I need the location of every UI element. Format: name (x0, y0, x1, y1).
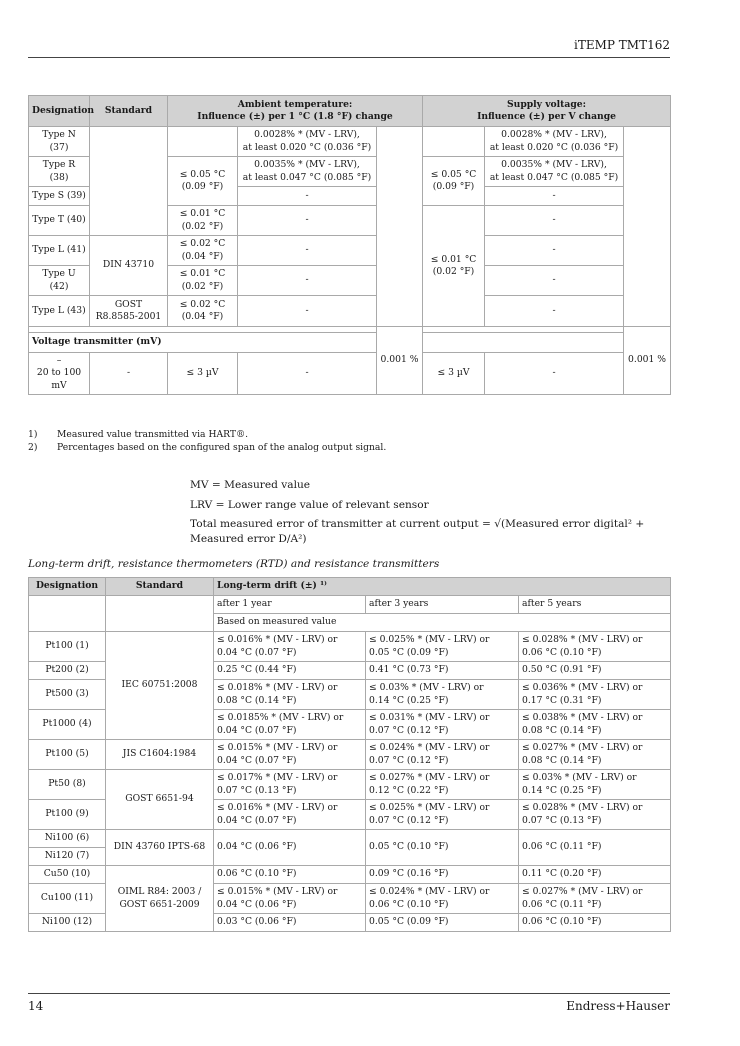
drift-5y-cell: 0.06 °C (0.11 °F) (519, 830, 671, 866)
footer-rule (28, 993, 670, 994)
col-long-term-drift: Long-term drift (±) ¹⁾ (214, 578, 671, 596)
drift-3y-cell: 0.05 °C (0.10 °F) (366, 830, 519, 866)
standard-cell (90, 127, 168, 236)
drift-5y-cell: ≤ 0.028% * (MV - LRV) or 0.06 °C (0.10 °F) (519, 632, 671, 662)
drift-1y-cell: 0.06 °C (0.10 °F) (214, 866, 366, 884)
designation-cell: Ni100 (6) (29, 830, 106, 848)
supply-formula-cell: - (485, 187, 624, 206)
supply-formula-cell: - (485, 296, 624, 327)
ambient-formula-cell: - (238, 206, 377, 236)
blank-cell (29, 596, 106, 632)
drift-1y-cell: 0.03 °C (0.06 °F) (214, 914, 366, 932)
standard-cell: OIML R84: 2003 / GOST 6651-2009 (106, 866, 214, 932)
ambient-value-cell (168, 127, 238, 157)
drift-1y-cell: ≤ 0.015% * (MV - LRV) or 0.04 °C (0.06 °F) (214, 884, 366, 914)
section-voltage-transmitter: Voltage transmitter (mV) (29, 333, 377, 353)
ambient-value-cell: ≤ 0.02 °C (0.04 °F) (168, 236, 238, 266)
drift-3y-cell: ≤ 0.025% * (MV - LRV) or 0.07 °C (0.12 °F) (366, 800, 519, 830)
col-designation: Designation (29, 96, 90, 127)
designation-cell: Pt500 (3) (29, 680, 106, 710)
ambient-value-cell: ≤ 0.02 °C (0.04 °F) (168, 296, 238, 327)
supply-formula-cell: 0.0028% * (MV - LRV), at least 0.020 °C (0.036 °F) (485, 127, 624, 157)
lrv-definition: LRV = Lower range value of relevant sensor (190, 499, 429, 511)
based-on-measured-value: Based on measured value (214, 614, 671, 632)
col-after-1-year: after 1 year (214, 596, 366, 614)
drift-1y-cell: ≤ 0.0185% * (MV - LRV) or 0.04 °C (0.07 °F) (214, 710, 366, 740)
designation-cell: Pt100 (5) (29, 740, 106, 770)
standard-cell: IEC 60751:2008 (106, 632, 214, 740)
blank-cell (106, 596, 214, 632)
ambient-formula-cell: - (238, 353, 377, 395)
brand-name: Endress+Hauser (566, 999, 670, 1013)
header-title: iTEMP TMT162 (574, 38, 670, 52)
supply-value-cell: ≤ 0.05 °C (0.09 °F) (423, 157, 485, 206)
drift-1y-cell: ≤ 0.015% * (MV - LRV) or 0.04 °C (0.07 °F) (214, 740, 366, 770)
drift-3y-cell: 0.09 °C (0.16 °F) (366, 866, 519, 884)
drift-1y-cell: ≤ 0.018% * (MV - LRV) or 0.08 °C (0.14 °F) (214, 680, 366, 710)
drift-3y-cell: ≤ 0.024% * (MV - LRV) or 0.07 °C (0.12 °F) (366, 740, 519, 770)
drift-3y-cell: ≤ 0.024% * (MV - LRV) or 0.06 °C (0.10 °F) (366, 884, 519, 914)
designation-cell: Ni120 (7) (29, 848, 106, 866)
supply-formula-cell: - (485, 266, 624, 296)
col-designation: Designation (29, 578, 106, 596)
drift-1y-cell: ≤ 0.016% * (MV - LRV) or 0.04 °C (0.07 °F) (214, 800, 366, 830)
drift-5y-cell: ≤ 0.036% * (MV - LRV) or 0.17 °C (0.31 °F) (519, 680, 671, 710)
supply-formula-cell: - (485, 206, 624, 236)
supply-pct-cell (624, 127, 671, 327)
drift-3y-cell: 0.05 °C (0.09 °F) (366, 914, 519, 932)
drift-1y-cell: ≤ 0.016% * (MV - LRV) or 0.04 °C (0.07 °F) (214, 632, 366, 662)
supply-value-cell (423, 127, 485, 157)
supply-value-cell: ≤ 3 µV (423, 353, 485, 395)
designation-cell: Type T (40) (29, 206, 90, 236)
drift-3y-cell: ≤ 0.025% * (MV - LRV) or 0.05 °C (0.09 °F) (366, 632, 519, 662)
voltage-supply-pct: 0.001 % (624, 327, 671, 395)
col-after-5-years: after 5 years (519, 596, 671, 614)
designation-cell: Pt100 (1) (29, 632, 106, 662)
col-ambient: Ambient temperature: Influence (±) per 1 °C (1.8 °F) change (168, 96, 423, 127)
designation-cell: Type L (43) (29, 296, 90, 327)
designation-cell: Type N (37) (29, 127, 90, 157)
designation-cell: Type U (42) (29, 266, 90, 296)
ambient-value-cell: ≤ 0.01 °C (0.02 °F) (168, 206, 238, 236)
standard-cell: JIS C1604:1984 (106, 740, 214, 770)
drift-5y-cell: ≤ 0.028% * (MV - LRV) or 0.07 °C (0.13 °F) (519, 800, 671, 830)
ambient-value-cell: ≤ 0.05 °C (0.09 °F) (168, 157, 238, 206)
designation-cell: Pt50 (8) (29, 770, 106, 800)
ambient-formula-cell: - (238, 266, 377, 296)
drift-5y-cell: 0.50 °C (0.91 °F) (519, 662, 671, 680)
drift-5y-cell: ≤ 0.038% * (MV - LRV) or 0.08 °C (0.14 °F) (519, 710, 671, 740)
col-standard: Standard (106, 578, 214, 596)
col-supply: Supply voltage: Influence (±) per V change (423, 96, 671, 127)
drift-5y-cell: ≤ 0.027% * (MV - LRV) or 0.08 °C (0.14 °F) (519, 740, 671, 770)
designation-cell: Type S (39) (29, 187, 90, 206)
table-caption: Long-term drift, resistance thermometers (RTD) and resistance transmitters (28, 558, 440, 570)
supply-value-cell: ≤ 0.01 °C (0.02 °F) (423, 206, 485, 327)
standard-cell: DIN 43710 (90, 236, 168, 296)
col-after-3-years: after 3 years (366, 596, 519, 614)
influence-table (28, 95, 671, 395)
total-error-formula: Total measured error of transmitter at current output = √(Measured error digital² + Measured error D/A²) (190, 518, 645, 545)
drift-3y-cell: ≤ 0.027% * (MV - LRV) or 0.12 °C (0.22 °F) (366, 770, 519, 800)
col-standard: Standard (90, 96, 168, 127)
ambient-formula-cell: - (238, 236, 377, 266)
mv-definition: MV = Measured value (190, 479, 311, 491)
page-number: 14 (28, 999, 44, 1013)
designation-cell: Pt200 (2) (29, 662, 106, 680)
drift-5y-cell: ≤ 0.03% * (MV - LRV) or 0.14 °C (0.25 °F) (519, 770, 671, 800)
supply-formula-cell: - (485, 353, 624, 395)
ambient-value-cell: ≤ 0.01 °C (0.02 °F) (168, 266, 238, 296)
designation-cell: Pt100 (9) (29, 800, 106, 830)
designation-cell: Cu50 (10) (29, 866, 106, 884)
ambient-formula-cell: - (238, 187, 377, 206)
designation-cell: Pt1000 (4) (29, 710, 106, 740)
drift-1y-cell: 0.04 °C (0.06 °F) (214, 830, 366, 866)
supply-formula-cell: - (485, 236, 624, 266)
drift-3y-cell: 0.41 °C (0.73 °F) (366, 662, 519, 680)
drift-table (28, 577, 671, 932)
drift-3y-cell: ≤ 0.03% * (MV - LRV) or 0.14 °C (0.25 °F) (366, 680, 519, 710)
designation-cell: Ni100 (12) (29, 914, 106, 932)
standard-cell: DIN 43760 IPTS-68 (106, 830, 214, 866)
ambient-formula-cell: 0.0028% * (MV - LRV), at least 0.020 °C (0.036 °F) (238, 127, 377, 157)
drift-3y-cell: ≤ 0.031% * (MV - LRV) or 0.07 °C (0.12 °F) (366, 710, 519, 740)
designation-cell: Cu100 (11) (29, 884, 106, 914)
drift-5y-cell: ≤ 0.027% * (MV - LRV) or 0.06 °C (0.11 °F) (519, 884, 671, 914)
spacer-cell (423, 333, 624, 353)
standard-cell: GOST 6651-94 (106, 770, 214, 830)
designation-cell: Type R (38) (29, 157, 90, 187)
drift-5y-cell: 0.11 °C (0.20 °F) (519, 866, 671, 884)
supply-formula-cell: 0.0035% * (MV - LRV), at least 0.047 °C (0.085 °F) (485, 157, 624, 187)
ambient-formula-cell: 0.0035% * (MV - LRV), at least 0.047 °C (0.085 °F) (238, 157, 377, 187)
designation-cell: – 20 to 100 mV (29, 353, 90, 395)
voltage-ambient-pct: 0.001 % (377, 327, 423, 395)
designation-cell: Type L (41) (29, 236, 90, 266)
standard-cell: - (90, 353, 168, 395)
ambient-value-cell: ≤ 3 µV (168, 353, 238, 395)
drift-1y-cell: 0.25 °C (0.44 °F) (214, 662, 366, 680)
header-rule (28, 57, 670, 58)
drift-5y-cell: 0.06 °C (0.10 °F) (519, 914, 671, 932)
drift-1y-cell: ≤ 0.017% * (MV - LRV) or 0.07 °C (0.13 °F) (214, 770, 366, 800)
ambient-formula-cell: - (238, 296, 377, 327)
standard-cell: GOST R8.8585-2001 (90, 296, 168, 327)
ambient-pct-cell (377, 127, 423, 327)
